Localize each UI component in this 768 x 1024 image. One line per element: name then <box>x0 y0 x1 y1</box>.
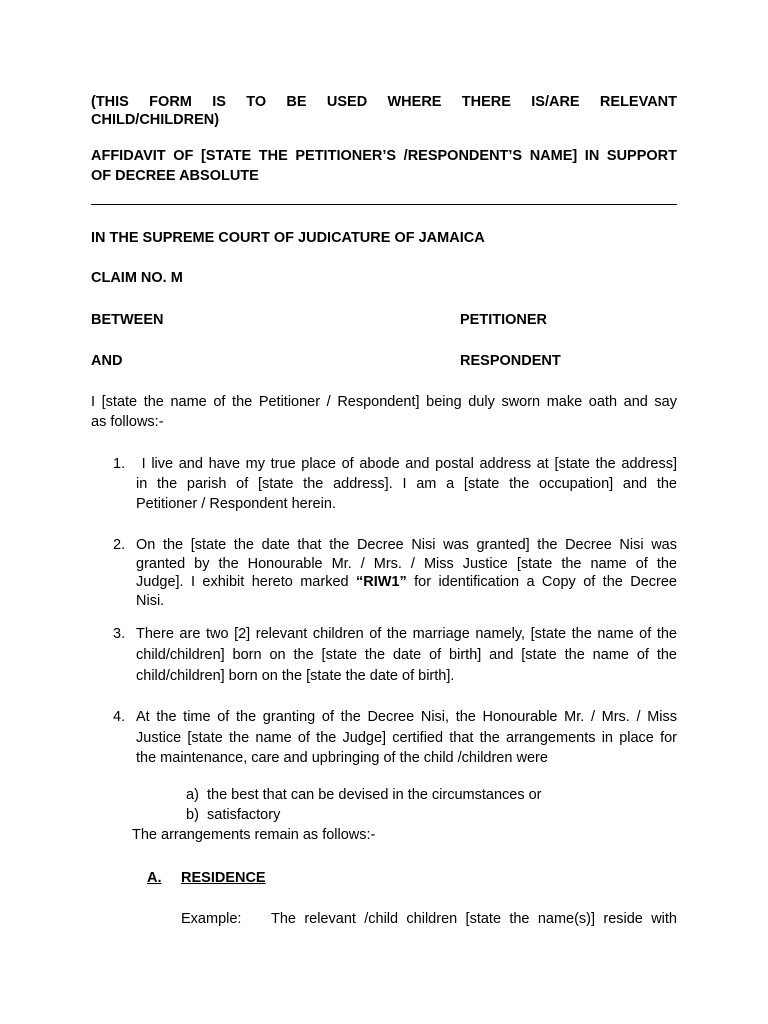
example-label: Example: <box>181 911 242 927</box>
item-line: Petitioner / Respondent herein. <box>136 496 336 512</box>
header-divider <box>91 204 677 205</box>
item-text: Judge]. I exhibit hereto marked <box>136 574 356 590</box>
intro-line1: I [state the name of the Petitioner / Respondent] being duly sworn make oath and say <box>91 394 677 410</box>
option-text: satisfactory <box>207 807 281 823</box>
item-number: 1. <box>113 456 126 472</box>
section-label: A. <box>147 870 162 886</box>
item-line: At the time of the granting of the Decree Nisi, the Honourable Mr. / Mrs. / Miss <box>136 709 677 725</box>
item-line: On the [state the date that the Decree Nisi was granted] the Decree Nisi was <box>136 537 677 553</box>
form-note-line2: CHILD/CHILDREN) <box>91 112 220 128</box>
item-text: for identification a Copy of the Decree <box>406 574 677 590</box>
form-note-line1: (THIS FORM IS TO BE USED WHERE THERE IS/ARE RELEVANT <box>91 94 677 110</box>
item-line: child/children] born on the [state the date of birth] and [state the name of the <box>136 647 677 663</box>
court-heading: IN THE SUPREME COURT OF JUDICATURE OF JAMAICA <box>91 230 485 246</box>
respondent-label: RESPONDENT <box>460 353 561 369</box>
arrangements-text: The arrangements remain as follows:- <box>132 827 376 843</box>
item-number: 2. <box>113 537 126 553</box>
option-text: the best that can be devised in the circumstances or <box>207 787 542 803</box>
item-line: in the parish of [state the address]. I am a [state the occupation] and the <box>136 476 677 492</box>
item-number: 4. <box>113 709 126 725</box>
petitioner-label: PETITIONER <box>460 312 548 328</box>
exhibit-mark: “RIW1” <box>355 574 407 590</box>
option-label: b) <box>186 807 199 823</box>
item-line: There are two [2] relevant children of the marriage namely, [state the name of the <box>136 626 677 642</box>
item-line-3 <box>136 573 677 592</box>
item-line: the maintenance, care and upbringing of the child /children were <box>136 750 548 766</box>
intro-line2: as follows:- <box>91 414 164 430</box>
section-title: RESIDENCE <box>181 870 266 886</box>
affidavit-title-line1: AFFIDAVIT OF [STATE THE PETITIONER’S /RESPONDENT’S NAME] IN SUPPORT <box>91 148 677 164</box>
item-line: child/children] born on the [state the date of birth]. <box>136 668 455 684</box>
between-label: BETWEEN <box>91 312 164 328</box>
item-number: 3. <box>113 626 126 642</box>
option-label: a) <box>186 787 199 803</box>
and-label: AND <box>91 353 123 369</box>
item-line: Nisi. <box>136 592 165 609</box>
claim-number: CLAIM NO. M <box>91 270 183 286</box>
affidavit-title-line2: OF DECREE ABSOLUTE <box>91 168 259 184</box>
item-line: Justice [state the name of the Judge] certified that the arrangements in place for <box>136 729 677 746</box>
example-text: The relevant /child children [state the name(s)] reside with <box>271 911 677 927</box>
item-line: granted by the Honourable Mr. / Mrs. / Miss Justice [state the name of the <box>136 555 677 572</box>
item-line: I live and have my true place of abode and postal address at [state the address] <box>136 456 677 472</box>
